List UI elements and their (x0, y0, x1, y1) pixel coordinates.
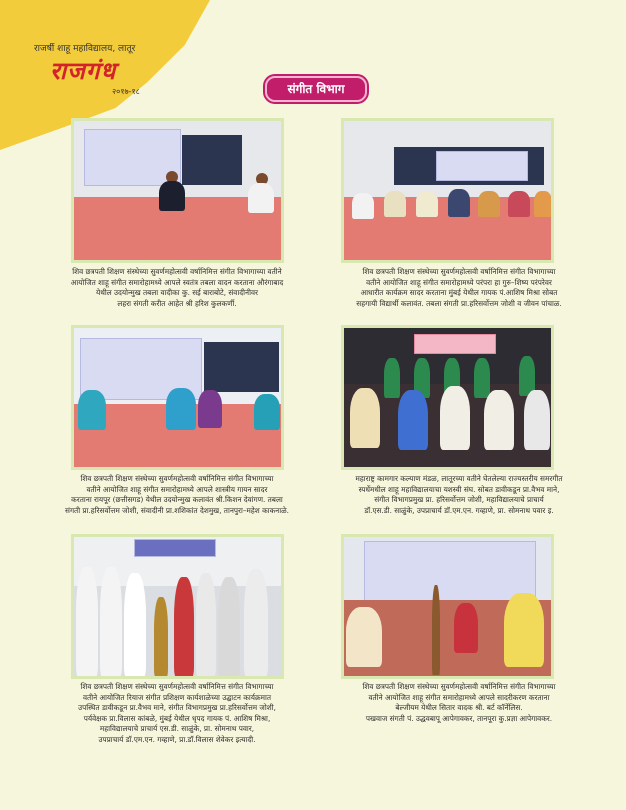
caption-photo-3: शिव छत्रपती शिक्षण संस्थेच्या सुवर्णमहोत्सवी वर्षानिमित्त संगीत विभागाच्या वतीने आयोजित शाहू संगीत समारोहामध्ये आपले शास्त्रीय गायन सादर करताना रायपूर (छत्तीसगड) येथील उदयोन्मुख कलावंत श्री.किशन देवांगण. तबला संगती प्रा.हरिसर्वोत्तम जोशी, संवादीनी प्रा.शशिकांत देशमुख, तानपुरा–महेश काकनाळे. (65, 474, 289, 515)
magazine-logo: राजगंध (50, 56, 117, 85)
photo-sitar-performance (341, 534, 554, 679)
photo-classical-vocal (71, 325, 284, 470)
photo-riyaz-workshop-inauguration (71, 534, 284, 679)
photo-winning-team (341, 325, 554, 470)
photo-guru-shishya-parampara (341, 118, 554, 263)
magazine-year: २०१७-१८ (112, 87, 140, 96)
caption-photo-1: शिव छत्रपती शिक्षण संस्थेच्या सुवर्णमहोत्सवी वर्षानिमित्त संगीत विभागाच्या वतीने आयोजित शाहू संगीत समारोहामध्ये आपले स्वतंत्र तबला वादन करताना औरंगाबाद येथील उदयोन्मुख तबला वादीका कु. सई बाराबोटे, संवादीनीवर लहरा संगती करीत आहेत श्री हरिश कुलकर्णी. (70, 267, 284, 308)
caption-photo-5: शिव छत्रपती शिक्षण संस्थेच्या सुवर्णमहोत्सवी वर्षानिमित्त संगीत विभागाच्या वतीने आयोजित रियाज संगीत प्रशिक्षण कार्यशाळेच्या उद्घाटन कार्यक्रमात उपस्थित डावीकडून प्रा.वैभव माने, संगीत विभागप्रमुख प्रा.हरिसर्वोत्तम जोशी, पर्यवेक्षक प्रा.विलास कांबळे, मुंबई येथील धृपद गायक पं. आशिष मिश्रा, महाविद्यालयाचे प्राचार्य एस.डी. साळुंके, प्रा. सोमनाथ पवार, उपप्राचार्य डॉ.एम.एन. गव्हाणे, प्रा.डॉ.विलास शेवेकर इत्यादी. (78, 682, 276, 744)
caption-photo-4: महाराष्ट्र कामगार कल्याण मंडळ, लातूरच्या वतीने घेतलेल्या राज्यस्तरीय समरगीत स्पर्धेमधील शाहू महाविद्यालयाचा यशस्वी संघ. सोबत डावीकडून प्रा.वैभव माने, संगीत विभागप्रमुख प्रा. हरिसर्वोत्तम जोशी, महाविद्यालयाचे प्राचार्य डॉ.एस.डी. साळुंके, उपप्राचार्य डॉ.एम.एन. गव्हाणे, प्रा. सोमनाथ पवार इ. (355, 474, 563, 515)
college-name: राजर्षी शाहू महाविद्यालय, लातूर (34, 44, 136, 54)
section-title-badge: संगीत विभाग (265, 76, 367, 102)
caption-photo-6: शिव छत्रपती शिक्षण संस्थेच्या सुवर्णमहोत्सवी वर्षानिमित्त संगीत विभागाच्या वतीने आयोजित शाहू संगीत समारोहामध्ये आपले सादरीकरण करताना बेल्जीयम येथील सितार वादक श्री. बर्ट कॉर्नेलिस. पखवाज संगती पं. उद्धवबापू आपेगावकर, तानपूरा कु.प्रज्ञा आपेगावकर. (362, 682, 556, 723)
photo-tabla-performance (71, 118, 284, 263)
caption-photo-2: शिव छत्रपती शिक्षण संस्थेच्या सुवर्णमहोत्सवी वर्षानिमित्त संगीत विभागाच्या वतीने आयोजित शाहू संगीत समारोहामध्ये परंपरा हा गुरु–शिष्य परंपरेवर आधारीत कार्यक्रम सादर करताना मुंबई येथील गायक पं.आशिष मिश्रा सोबत सहगायी विद्यार्थी कलावंत. तबला संगती प्रा.हरिसर्वोत्तम जोशी व जीवन पांचाळ. (356, 267, 562, 308)
